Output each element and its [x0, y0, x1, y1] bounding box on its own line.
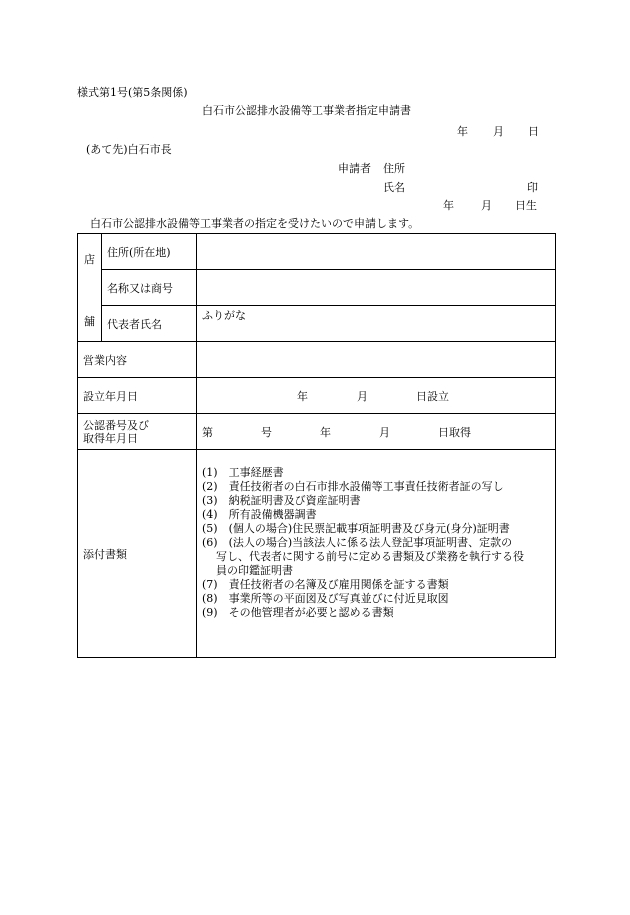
applicant-name-label: 氏名 — [383, 181, 405, 194]
certification-label-line-2: 取得年月日 — [83, 431, 138, 445]
birth-year: 年 — [443, 199, 454, 212]
certification-row — [78, 414, 556, 450]
attachment-item: (2) 責任技術者の白石市排水設備等工事責任技術者証の写し — [202, 480, 504, 493]
representative-row — [78, 306, 556, 342]
established-field[interactable] — [197, 378, 556, 414]
address-label: 住所(所在地) — [102, 234, 197, 270]
attachments-field — [197, 450, 556, 658]
cert-day: 日取得 — [438, 425, 471, 439]
seal-mark: 印 — [527, 181, 538, 194]
store-char-2: 舗 — [84, 315, 95, 328]
certification-label-line-1: 公認番号及び — [83, 418, 149, 432]
attachments-label: 添付書類 — [78, 450, 197, 658]
attachment-item: (5) (個人の場合)住民票記載事項証明書及び身元(身分)証明書 — [202, 522, 510, 535]
certification-label — [78, 414, 197, 450]
applicant-address-label: 住所 — [383, 162, 405, 175]
established-year: 年 — [297, 389, 308, 403]
birth-day: 日生 — [515, 199, 537, 212]
applicant-role-label: 申請者 — [338, 162, 371, 175]
trade-name-label: 名称又は商号 — [102, 270, 197, 306]
cert-month: 月 — [379, 425, 390, 439]
business-row — [78, 342, 556, 378]
attachments-row — [78, 450, 556, 658]
business-field[interactable] — [197, 342, 556, 378]
date-month: 月 — [493, 125, 504, 138]
addressee: (あて先)白石市長 — [86, 143, 172, 156]
representative-field[interactable] — [197, 306, 556, 342]
application-statement: 白石市公認排水設備等工事業者の指定を受けたいので申請します。 — [90, 217, 420, 230]
attachment-item: (1) 工事経歴書 — [202, 466, 284, 479]
attachment-item-continued: 写し、代表者に関する前号に定める書類及び業務を執行する役 — [216, 550, 524, 563]
cert-no-prefix: 第 — [202, 425, 213, 439]
date-year: 年 — [457, 125, 468, 138]
application-form-table — [77, 233, 556, 658]
store-char-1: 店 — [84, 253, 95, 266]
trade-name-field[interactable] — [197, 270, 556, 306]
date-day: 日 — [528, 125, 539, 138]
certification-field[interactable] — [197, 414, 556, 450]
established-month: 月 — [357, 389, 368, 403]
established-row — [78, 378, 556, 414]
attachment-item: (3) 納税証明書及び資産証明書 — [202, 494, 361, 507]
cert-no-suffix: 号 — [261, 425, 272, 439]
trade-name-row — [78, 270, 556, 306]
form-number: 様式第1号(第5条関係) — [77, 86, 188, 99]
store-header-cell — [78, 234, 102, 342]
representative-label: 代表者氏名 — [102, 306, 197, 342]
cert-year: 年 — [320, 425, 331, 439]
address-row — [78, 234, 556, 270]
established-day: 日設立 — [416, 389, 449, 403]
furigana-label: ふりがな — [202, 309, 246, 322]
attachment-item-continued: 員の印鑑証明書 — [216, 564, 293, 577]
business-label: 営業内容 — [78, 342, 197, 378]
attachments-list — [202, 450, 550, 636]
attachment-item: (9) その他管理者が必要と認める書類 — [202, 606, 394, 619]
established-label: 設立年月日 — [78, 378, 197, 414]
document-title: 白石市公認排水設備等工事業者指定申請書 — [202, 104, 411, 117]
attachment-item: (7) 責任技術者の名簿及び雇用関係を証する書類 — [202, 578, 449, 591]
address-field[interactable] — [197, 234, 556, 270]
birth-month: 月 — [481, 199, 492, 212]
attachment-item: (8) 事業所等の平面図及び写真並びに付近見取図 — [202, 592, 449, 605]
attachment-item: (4) 所有設備機器調書 — [202, 508, 317, 521]
attachment-item: (6) (法人の場合)当該法人に係る法人登記事項証明書、定款の — [202, 536, 513, 549]
